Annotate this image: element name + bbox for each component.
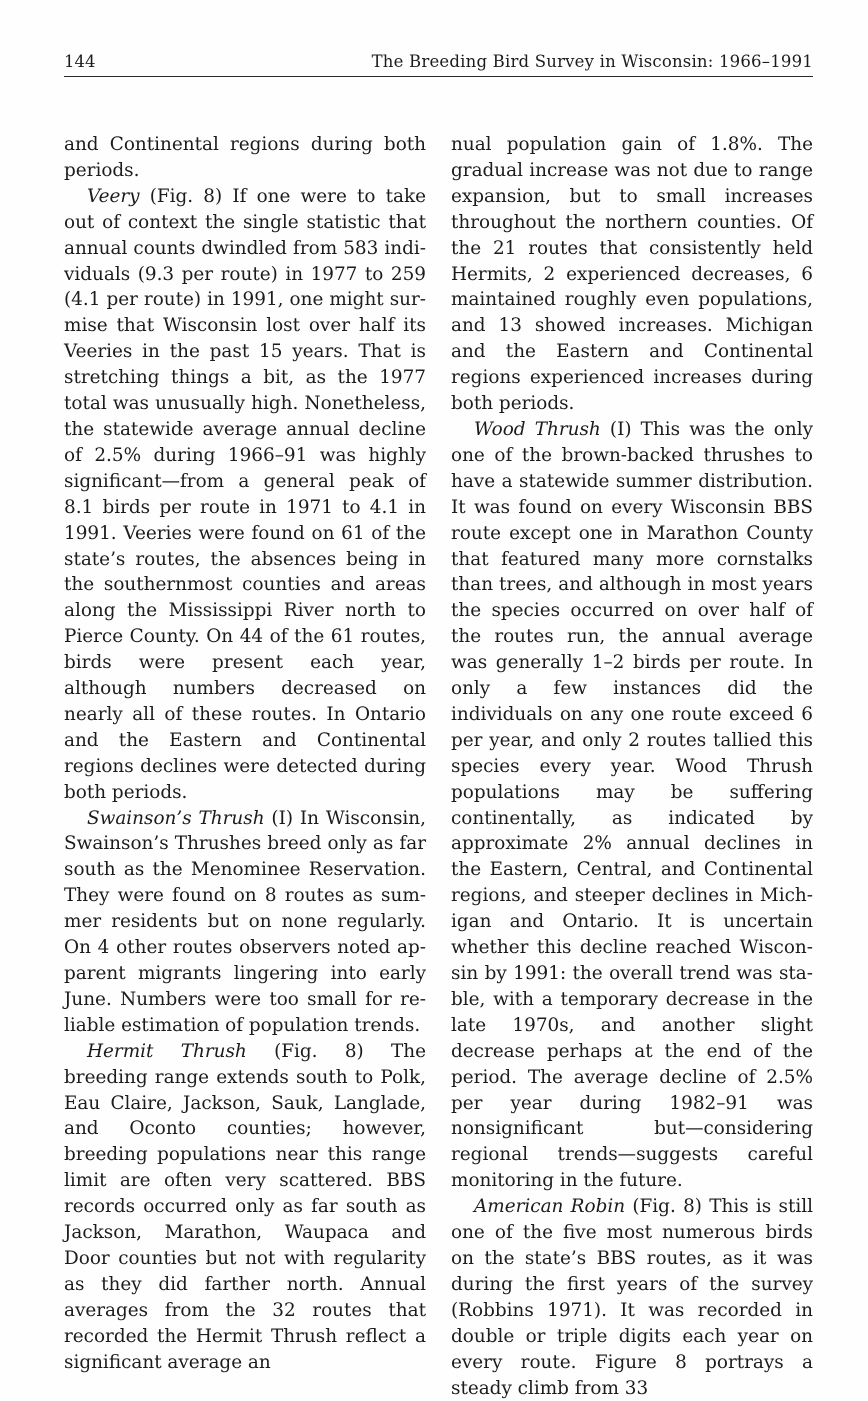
paragraph-wood-thrush-text: (I) This was the only one of the brown-backed thrushes to have a statewide summer distribution. It was found on every Wisconsin BBS route except one in Marathon County that featured many more cornstalks than trees, and although in most years the species occurred on over half of the routes run, the annual average was generally 1–2 birds per route. In only a few instances did the individuals on any one route exceed 6 per year, and only 2 routes tallied this species every year. Wood Thrush populations may be suffering continentally, as indicated by approximate 2% annual declines in the Eastern, Central, and Continental regions, and steeper declines in Michigan and Ontario. It is uncertain whether this decline reached Wisconsin by 1991: the overall trend was stable, with a temporary decrease in the late 1970s, and another slight decrease perhaps at the end of the period. The average decline of 2.5% per year during 1982–91 was nonsignificant but—considering regional trends—suggests careful monitoring in the future. (451, 418, 813, 1192)
running-header (64, 50, 813, 77)
paragraph-hermit-thrush-text: (Fig. 8) The breeding range extends south to Polk, Eau Claire, Jackson, Sauk, Langlade, and Oconto counties; however, breeding populations near this range limit are often very scattered. BBS records occurred only as far south as Jackson, Marathon, Waupaca and Door counties but not with regularity as they did farther north. Annual averages from the 32 routes that recorded the Hermit Thrush reflect a significant average an (64, 1040, 426, 1373)
right-column (451, 132, 813, 1401)
paragraph-american-robin (451, 1194, 813, 1401)
species-name-american-robin: American Robin (474, 1196, 626, 1218)
species-name-swainsons-thrush: Swainson’s Thrush (87, 807, 265, 829)
paragraph-wood-thrush (451, 417, 813, 1194)
paragraph-continued: and Continental regions during both periods. (64, 134, 426, 181)
paragraph-hermit-thrush-continued: nual population gain of 1.8%. The gradual increase was not due to range expansion, but to small increases throughout the northern counties. Of the 21 routes that consistently held Hermits, 2 experienced decreases, 6 maintained roughly even populations, and 13 showed increases. Michigan and the Eastern and Continental regions experienced increases during both periods. (451, 134, 813, 415)
paragraph-swainsons-thrush (64, 806, 426, 1039)
paragraph-swainsons-thrush-text: (I) In Wisconsin, Swainson’s Thrushes breed only as far south as the Menominee Reservation. They were found on 8 routes as summer residents but on none regularly. On 4 other routes observers noted apparent migrants lingering into early June. Numbers were too small for reliable estimation of population trends. (64, 807, 426, 1036)
page-number: 144 (64, 52, 96, 71)
paragraph-veery (64, 184, 426, 806)
species-name-hermit-thrush: Hermit Thrush (87, 1040, 247, 1062)
paragraph-hermit-thrush (64, 1039, 426, 1376)
paragraph-veery-text: (Fig. 8) If one were to take out of context the single statistic that annual counts dwindled from 583 individuals (9.3 per route) in 1977 to 259 (4.1 per route) in 1991, one might surmise that Wisconsin lost over half its Veeries in the past 15 years. That is stretching things a bit, as the 1977 total was unusually high. Nonetheless, the statewide average annual decline of 2.5% during 1966–91 was highly significant—from a general peak of 8.1 birds per route in 1971 to 4.1 in 1991. Veeries were found on 61 of the state’s routes, the absences being in the southernmost counties and areas along the Mississippi River north to Pierce County. On 44 of the 61 routes, birds were present each year, although numbers decreased on nearly all of these routes. In Ontario and the Eastern and Continental regions declines were detected during both periods. (64, 185, 426, 803)
paragraph-american-robin-text: (Fig. 8) This is still one of the five most numerous birds on the state’s BBS routes, as it was during the first years of the survey (Robbins 1971). It was recorded in double or triple digits each year on every route. Figure 8 portrays a steady climb from 33 (451, 1196, 813, 1399)
species-name-veery: Veery (87, 185, 140, 207)
left-column (64, 132, 426, 1376)
species-name-wood-thrush: Wood Thrush (474, 418, 601, 440)
running-title: The Breeding Bird Survey in Wisconsin: 1966–1991 (371, 52, 813, 71)
